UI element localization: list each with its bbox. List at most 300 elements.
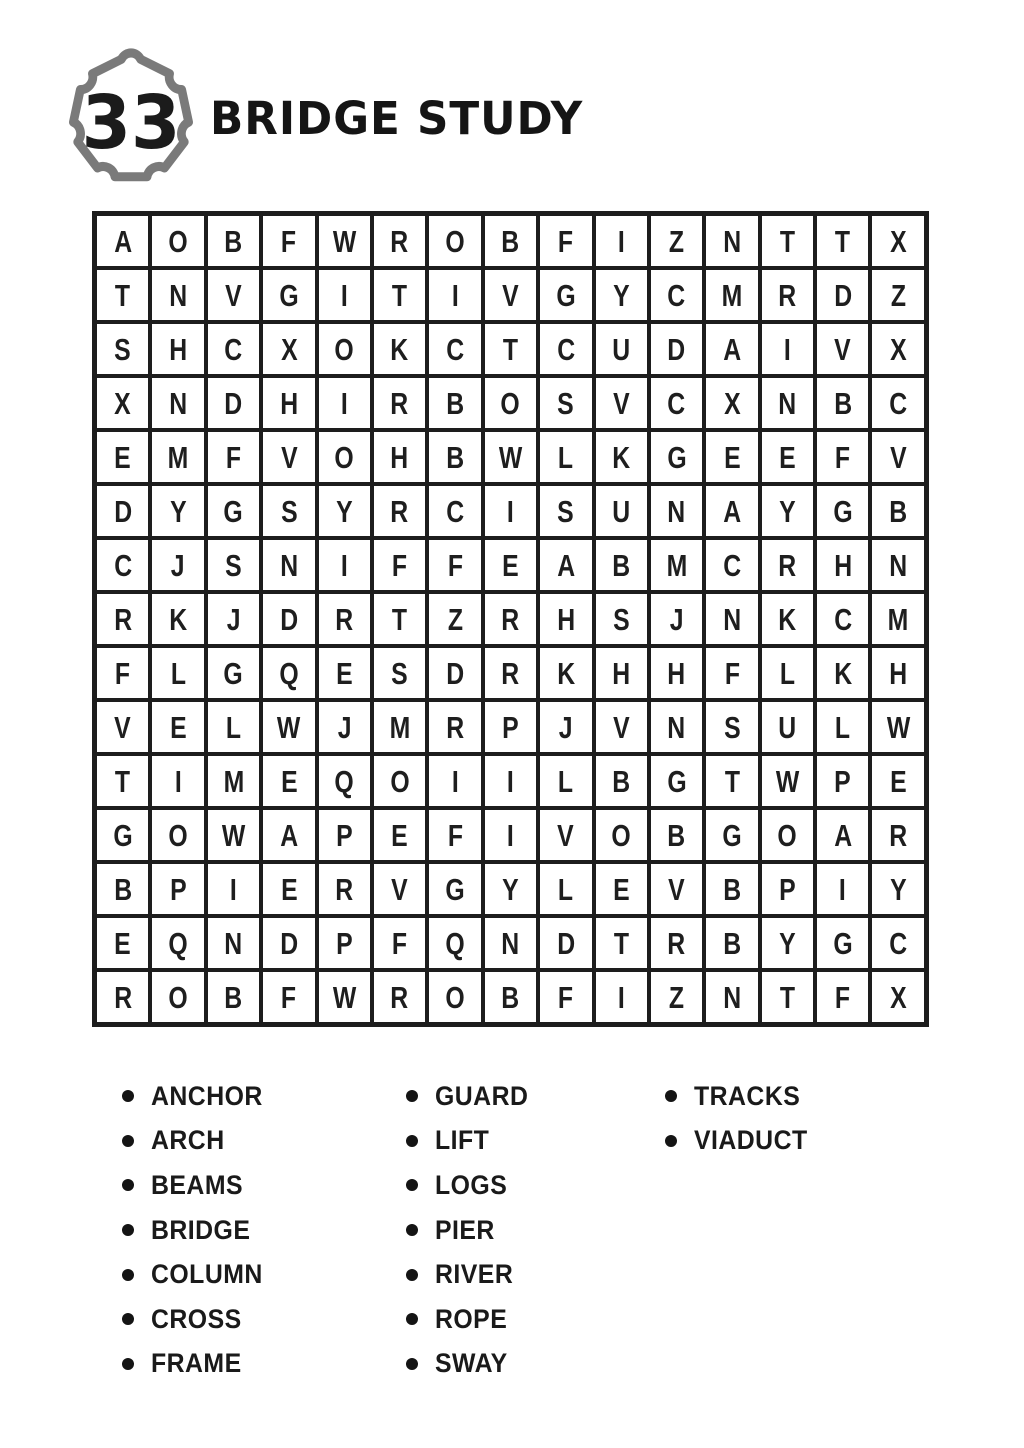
grid-letter: E: [335, 655, 353, 691]
grid-cell[interactable]: [485, 324, 536, 374]
route-shield-icon: [64, 46, 198, 186]
grid-cell[interactable]: [152, 864, 203, 914]
grid-cell[interactable]: [485, 702, 536, 752]
grid-letter: B: [446, 439, 464, 475]
grid-cell[interactable]: [374, 540, 425, 590]
grid-letter: F: [835, 979, 851, 1015]
grid-cell[interactable]: [651, 594, 702, 644]
grid-cell[interactable]: [97, 864, 148, 914]
grid-cell[interactable]: [762, 810, 813, 860]
grid-cell[interactable]: [374, 702, 425, 752]
grid-cell[interactable]: [872, 486, 923, 536]
grid-cell[interactable]: [152, 378, 203, 428]
grid-letter: O: [168, 979, 188, 1015]
grid-cell[interactable]: [485, 810, 536, 860]
word-label: PIER: [435, 1214, 495, 1245]
grid-cell[interactable]: [872, 270, 923, 320]
grid-cell[interactable]: [762, 486, 813, 536]
grid-cell[interactable]: [152, 270, 203, 320]
grid-cell[interactable]: [540, 540, 591, 590]
grid-cell[interactable]: [374, 324, 425, 374]
grid-cell[interactable]: [97, 972, 148, 1022]
grid-cell[interactable]: [762, 432, 813, 482]
grid-letter: G: [445, 871, 465, 907]
grid-cell[interactable]: [762, 972, 813, 1022]
grid-letter: Z: [669, 223, 685, 259]
grid-cell[interactable]: [208, 270, 259, 320]
grid-cell[interactable]: [706, 972, 757, 1022]
grid-letter: U: [778, 709, 797, 745]
grid-cell[interactable]: [208, 756, 259, 806]
grid-cell[interactable]: [429, 432, 480, 482]
grid-cell[interactable]: [651, 702, 702, 752]
grid-cell[interactable]: [596, 864, 647, 914]
grid-cell[interactable]: [817, 810, 868, 860]
grid-cell[interactable]: [485, 216, 536, 266]
grid-cell[interactable]: [485, 432, 536, 482]
grid-cell[interactable]: [97, 810, 148, 860]
grid-cell[interactable]: [374, 918, 425, 968]
grid-cell[interactable]: [263, 864, 314, 914]
grid-cell[interactable]: [263, 378, 314, 428]
grid-letter: T: [779, 979, 795, 1015]
word-list-column: [406, 1074, 537, 1386]
grid-cell[interactable]: [319, 594, 370, 644]
grid-cell[interactable]: [263, 594, 314, 644]
grid-cell[interactable]: [429, 378, 480, 428]
grid-cell[interactable]: [97, 540, 148, 590]
grid-cell[interactable]: [651, 918, 702, 968]
grid-cell[interactable]: [540, 864, 591, 914]
grid-letter: O: [168, 223, 188, 259]
grid-cell[interactable]: [651, 216, 702, 266]
grid-cell[interactable]: [817, 486, 868, 536]
grid-cell[interactable]: [152, 756, 203, 806]
grid-cell[interactable]: [651, 432, 702, 482]
grid-cell[interactable]: [263, 270, 314, 320]
grid-cell[interactable]: [706, 810, 757, 860]
grid-cell[interactable]: [97, 756, 148, 806]
grid-cell[interactable]: [872, 540, 923, 590]
grid-letter: R: [501, 655, 520, 691]
grid-cell[interactable]: [429, 810, 480, 860]
grid-cell[interactable]: [429, 756, 480, 806]
grid-cell[interactable]: [651, 324, 702, 374]
grid-cell[interactable]: [485, 594, 536, 644]
word-label: VIADUCT: [694, 1125, 808, 1156]
grid-cell[interactable]: [706, 756, 757, 806]
grid-cell[interactable]: [706, 486, 757, 536]
grid-letter: W: [332, 979, 356, 1015]
grid-cell[interactable]: [872, 972, 923, 1022]
grid-cell[interactable]: [872, 864, 923, 914]
grid-cell[interactable]: [706, 648, 757, 698]
grid-letter: Z: [447, 601, 463, 637]
grid-letter: F: [835, 439, 851, 475]
grid-cell[interactable]: [485, 864, 536, 914]
grid-letter: D: [113, 493, 132, 529]
grid-cell[interactable]: [596, 378, 647, 428]
grid-letter: Y: [779, 925, 796, 961]
grid-cell[interactable]: [762, 378, 813, 428]
grid-cell[interactable]: [762, 864, 813, 914]
grid-cell[interactable]: [540, 756, 591, 806]
grid-cell[interactable]: [485, 756, 536, 806]
grid-cell[interactable]: [651, 540, 702, 590]
grid-letter: B: [612, 763, 631, 799]
grid-cell[interactable]: [319, 864, 370, 914]
grid-cell[interactable]: [208, 540, 259, 590]
grid-cell[interactable]: [263, 702, 314, 752]
grid-letter: C: [113, 547, 132, 583]
grid-cell[interactable]: [872, 702, 923, 752]
grid-letter: K: [169, 601, 188, 637]
grid-letter: Z: [669, 979, 685, 1015]
grid-cell[interactable]: [762, 594, 813, 644]
grid-cell[interactable]: [762, 702, 813, 752]
grid-letter: R: [335, 871, 354, 907]
grid-cell[interactable]: [817, 324, 868, 374]
grid-letter: Q: [445, 925, 465, 961]
grid-cell[interactable]: [872, 216, 923, 266]
grid-letter: J: [337, 709, 352, 745]
grid-cell[interactable]: [706, 702, 757, 752]
bullet-icon: [406, 1135, 418, 1147]
grid-cell[interactable]: [817, 918, 868, 968]
grid-cell[interactable]: [152, 972, 203, 1022]
grid-cell[interactable]: [540, 918, 591, 968]
grid-cell[interactable]: [208, 864, 259, 914]
grid-cell[interactable]: [319, 486, 370, 536]
grid-cell[interactable]: [540, 270, 591, 320]
grid-cell[interactable]: [152, 648, 203, 698]
grid-cell[interactable]: [485, 540, 536, 590]
grid-cell[interactable]: [319, 540, 370, 590]
grid-cell[interactable]: [706, 864, 757, 914]
grid-cell[interactable]: [596, 486, 647, 536]
grid-cell[interactable]: [152, 324, 203, 374]
grid-cell[interactable]: [319, 648, 370, 698]
grid-cell[interactable]: [429, 216, 480, 266]
grid-cell[interactable]: [208, 972, 259, 1022]
grid-cell[interactable]: [374, 486, 425, 536]
grid-cell[interactable]: [762, 216, 813, 266]
grid-cell[interactable]: [651, 648, 702, 698]
grid-cell[interactable]: [872, 756, 923, 806]
grid-cell[interactable]: [263, 540, 314, 590]
grid-cell[interactable]: [152, 216, 203, 266]
grid-cell[interactable]: [540, 216, 591, 266]
grid-letter: V: [557, 817, 575, 853]
grid-cell[interactable]: [762, 648, 813, 698]
grid-cell[interactable]: [374, 972, 425, 1022]
grid-letter: G: [833, 925, 853, 961]
grid-cell[interactable]: [596, 594, 647, 644]
grid-letter: Q: [279, 655, 299, 691]
grid-cell[interactable]: [319, 324, 370, 374]
grid-cell[interactable]: [485, 486, 536, 536]
grid-cell[interactable]: [208, 810, 259, 860]
word-label: GUARD: [435, 1080, 529, 1111]
grid-cell[interactable]: [263, 810, 314, 860]
grid-cell[interactable]: [319, 810, 370, 860]
grid-letter: V: [612, 709, 630, 745]
grid-cell[interactable]: [152, 702, 203, 752]
grid-cell[interactable]: [319, 378, 370, 428]
grid-cell[interactable]: [651, 378, 702, 428]
grid-cell[interactable]: [651, 756, 702, 806]
grid-cell[interactable]: [319, 972, 370, 1022]
grid-cell[interactable]: [208, 324, 259, 374]
grid-cell[interactable]: [374, 756, 425, 806]
grid-letter: R: [667, 925, 686, 961]
grid-letter: D: [224, 385, 243, 421]
grid-letter: I: [340, 277, 348, 313]
grid-letter: R: [778, 277, 797, 313]
grid-letter: K: [833, 655, 852, 691]
grid-cell[interactable]: [263, 432, 314, 482]
grid-cell[interactable]: [872, 810, 923, 860]
grid-cell[interactable]: [596, 918, 647, 968]
grid-cell[interactable]: [817, 594, 868, 644]
grid-letter: I: [451, 763, 459, 799]
grid-cell[interactable]: [97, 918, 148, 968]
grid-cell[interactable]: [596, 216, 647, 266]
grid-letter: X: [114, 385, 131, 421]
grid-cell[interactable]: [208, 378, 259, 428]
grid-cell[interactable]: [596, 810, 647, 860]
grid-letter: S: [391, 655, 408, 691]
grid-letter: P: [335, 925, 353, 961]
grid-cell[interactable]: [817, 648, 868, 698]
grid-cell[interactable]: [872, 918, 923, 968]
grid-letter: R: [501, 601, 520, 637]
grid-cell[interactable]: [596, 540, 647, 590]
grid-cell[interactable]: [263, 972, 314, 1022]
grid-cell[interactable]: [540, 648, 591, 698]
grid-letter: V: [280, 439, 298, 475]
grid-cell[interactable]: [651, 486, 702, 536]
grid-cell[interactable]: [596, 270, 647, 320]
grid-cell[interactable]: [429, 594, 480, 644]
grid-cell[interactable]: [152, 540, 203, 590]
grid-cell[interactable]: [97, 486, 148, 536]
grid-cell[interactable]: [817, 216, 868, 266]
grid-cell[interactable]: [429, 918, 480, 968]
bullet-icon: [665, 1090, 677, 1102]
grid-letter: Q: [334, 763, 354, 799]
grid-letter: F: [115, 655, 131, 691]
grid-cell[interactable]: [374, 648, 425, 698]
grid-cell[interactable]: [540, 702, 591, 752]
grid-cell[interactable]: [97, 432, 148, 482]
grid-cell[interactable]: [97, 378, 148, 428]
grid-cell[interactable]: [485, 972, 536, 1022]
grid-cell[interactable]: [263, 648, 314, 698]
grid-cell[interactable]: [872, 378, 923, 428]
grid-cell[interactable]: [485, 918, 536, 968]
grid-cell[interactable]: [263, 756, 314, 806]
grid-cell[interactable]: [540, 810, 591, 860]
grid-cell[interactable]: [429, 270, 480, 320]
grid-letter: S: [557, 385, 575, 421]
grid-cell[interactable]: [762, 540, 813, 590]
bullet-icon: [665, 1135, 677, 1147]
grid-cell[interactable]: [596, 324, 647, 374]
grid-cell[interactable]: [263, 324, 314, 374]
grid-cell[interactable]: [97, 270, 148, 320]
grid-cell[interactable]: [97, 594, 148, 644]
grid-cell[interactable]: [263, 918, 314, 968]
grid-cell[interactable]: [540, 972, 591, 1022]
grid-cell[interactable]: [706, 324, 757, 374]
grid-cell[interactable]: [429, 324, 480, 374]
grid-cell[interactable]: [374, 810, 425, 860]
grid-cell[interactable]: [651, 864, 702, 914]
grid-cell[interactable]: [208, 918, 259, 968]
grid-letter: D: [833, 277, 852, 313]
grid-cell[interactable]: [319, 702, 370, 752]
grid-letter: P: [502, 709, 519, 745]
grid-cell[interactable]: [706, 540, 757, 590]
grid-cell[interactable]: [485, 270, 536, 320]
grid-letter: R: [778, 547, 797, 583]
word-list-item: [665, 1074, 818, 1119]
grid-cell[interactable]: [817, 270, 868, 320]
grid-letter: M: [167, 439, 189, 475]
grid-letter: O: [500, 385, 521, 421]
grid-cell[interactable]: [817, 864, 868, 914]
grid-cell[interactable]: [596, 648, 647, 698]
grid-cell[interactable]: [97, 324, 148, 374]
grid-cell[interactable]: [374, 216, 425, 266]
grid-cell[interactable]: [152, 432, 203, 482]
grid-cell[interactable]: [319, 216, 370, 266]
grid-cell[interactable]: [208, 486, 259, 536]
grid-letter: O: [389, 763, 410, 799]
grid-cell[interactable]: [817, 540, 868, 590]
grid-cell[interactable]: [374, 864, 425, 914]
grid-cell[interactable]: [429, 648, 480, 698]
grid-cell[interactable]: [540, 486, 591, 536]
grid-cell[interactable]: [540, 378, 591, 428]
grid-cell[interactable]: [596, 756, 647, 806]
grid-cell[interactable]: [152, 594, 203, 644]
grid-cell[interactable]: [596, 702, 647, 752]
word-label: SWAY: [435, 1348, 508, 1379]
grid-cell[interactable]: [540, 432, 591, 482]
word-list: [0, 1074, 1024, 1394]
grid-cell[interactable]: [97, 648, 148, 698]
grid-letter: O: [445, 979, 465, 1015]
grid-letter: B: [723, 871, 741, 907]
grid-cell[interactable]: [706, 216, 757, 266]
grid-cell[interactable]: [872, 432, 923, 482]
grid-cell[interactable]: [208, 432, 259, 482]
grid-cell[interactable]: [596, 432, 647, 482]
grid-cell[interactable]: [374, 432, 425, 482]
grid-letter: T: [392, 601, 408, 637]
grid-cell[interactable]: [208, 702, 259, 752]
grid-cell[interactable]: [263, 216, 314, 266]
grid-cell[interactable]: [263, 486, 314, 536]
grid-cell[interactable]: [319, 756, 370, 806]
grid-cell[interactable]: [374, 594, 425, 644]
grid-cell[interactable]: [540, 324, 591, 374]
grid-cell[interactable]: [706, 594, 757, 644]
grid-cell[interactable]: [651, 810, 702, 860]
puzzle-number: 33: [81, 80, 181, 167]
grid-cell[interactable]: [485, 648, 536, 698]
grid-cell[interactable]: [429, 486, 480, 536]
grid-cell[interactable]: [762, 270, 813, 320]
grid-cell[interactable]: [319, 918, 370, 968]
grid-cell[interactable]: [97, 702, 148, 752]
word-list-item: [406, 1252, 537, 1297]
bullet-icon: [406, 1224, 418, 1236]
grid-cell[interactable]: [485, 378, 536, 428]
grid-cell[interactable]: [817, 756, 868, 806]
grid-letter: R: [390, 223, 409, 259]
grid-cell[interactable]: [152, 810, 203, 860]
grid-cell[interactable]: [706, 918, 757, 968]
grid-cell[interactable]: [429, 972, 480, 1022]
grid-cell[interactable]: [208, 594, 259, 644]
grid-cell[interactable]: [97, 216, 148, 266]
grid-cell[interactable]: [319, 270, 370, 320]
grid-cell[interactable]: [872, 594, 923, 644]
grid-cell[interactable]: [429, 864, 480, 914]
grid-letter: I: [506, 763, 514, 799]
grid-cell[interactable]: [374, 270, 425, 320]
grid-cell[interactable]: [706, 378, 757, 428]
grid-cell[interactable]: [706, 432, 757, 482]
grid-cell[interactable]: [319, 432, 370, 482]
grid-cell[interactable]: [651, 972, 702, 1022]
grid-cell[interactable]: [762, 324, 813, 374]
grid-cell[interactable]: [208, 216, 259, 266]
grid-letter: U: [612, 331, 631, 367]
grid-letter: L: [225, 709, 242, 745]
grid-cell[interactable]: [651, 270, 702, 320]
grid-letter: E: [169, 709, 187, 745]
bullet-icon: [122, 1179, 134, 1191]
grid-cell[interactable]: [817, 378, 868, 428]
grid-cell[interactable]: [374, 378, 425, 428]
grid-cell[interactable]: [152, 486, 203, 536]
grid-cell[interactable]: [706, 270, 757, 320]
grid-cell[interactable]: [152, 918, 203, 968]
grid-cell[interactable]: [817, 702, 868, 752]
word-list-item: [122, 1342, 273, 1387]
grid-letter: I: [451, 277, 459, 313]
grid-cell[interactable]: [762, 756, 813, 806]
grid-cell[interactable]: [208, 648, 259, 698]
grid-cell[interactable]: [872, 648, 923, 698]
grid-cell[interactable]: [429, 540, 480, 590]
grid-cell[interactable]: [817, 432, 868, 482]
grid-letter: B: [612, 547, 631, 583]
grid-cell[interactable]: [540, 594, 591, 644]
word-label: RIVER: [435, 1259, 514, 1290]
grid-cell[interactable]: [872, 324, 923, 374]
grid-cell[interactable]: [429, 702, 480, 752]
grid-cell[interactable]: [817, 972, 868, 1022]
grid-cell[interactable]: [762, 918, 813, 968]
grid-letter: Z: [890, 277, 906, 313]
grid-cell[interactable]: [596, 972, 647, 1022]
grid-letter: V: [502, 277, 519, 313]
